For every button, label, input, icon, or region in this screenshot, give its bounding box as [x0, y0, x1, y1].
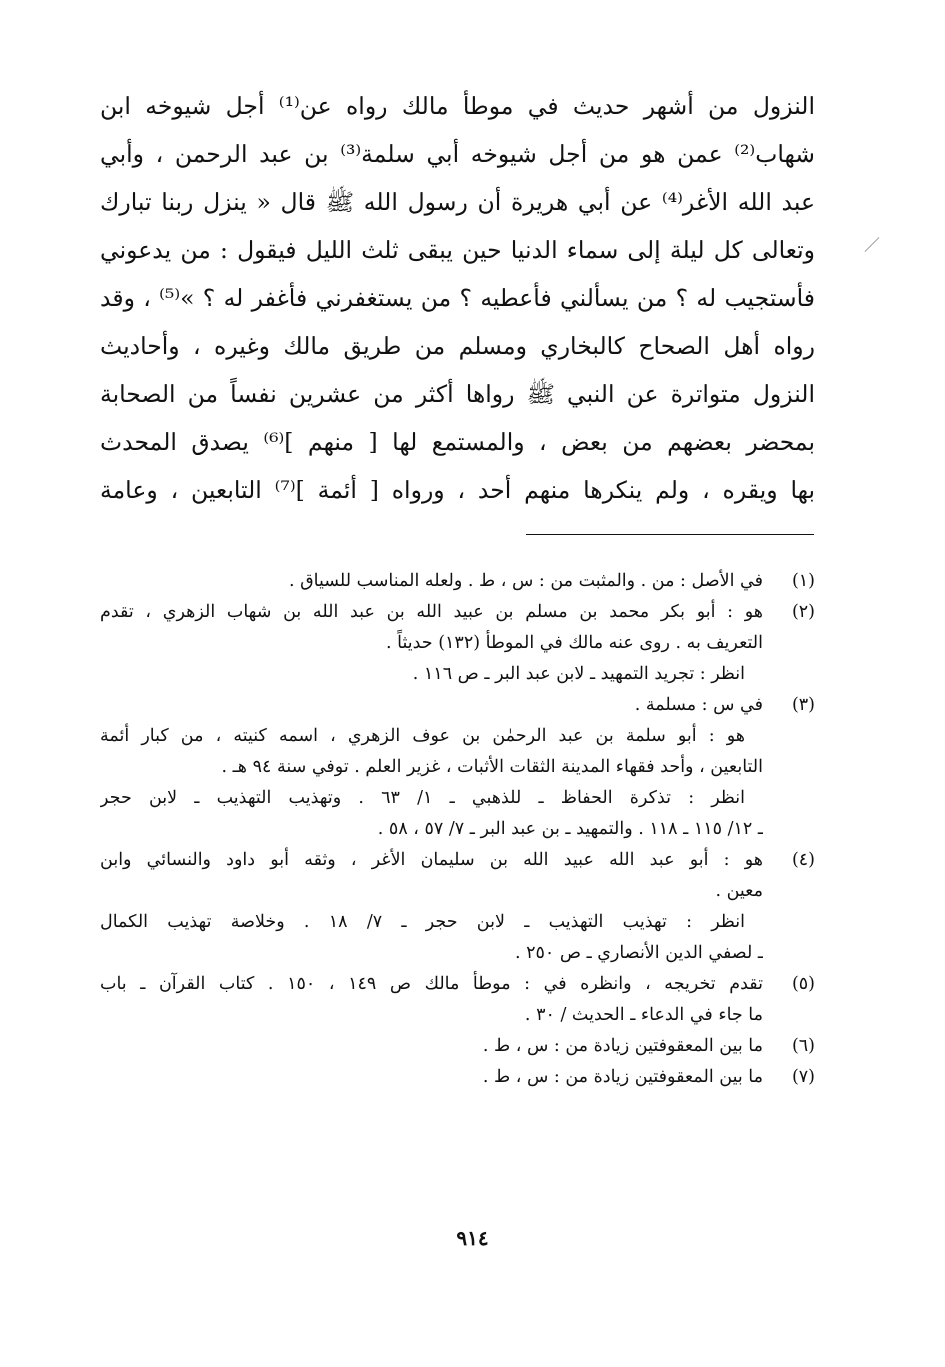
footnote-text: انظر : تجريد التمهيد ـ لابن عبد البر ـ ص ١١٦ .	[412, 664, 745, 684]
footnote-row	[100, 1031, 815, 1062]
footnote-text: معين .	[715, 881, 763, 901]
body-line: عبد الله الأغر⁽⁴⁾ عن أبي هريرة أن رسول الله ﷺ قال « ينزل ربنا تبارك	[100, 188, 815, 216]
body-line: فأستجيب له ؟ من يسألني فأعطيه ؟ من يستغفرني فأغفر له ؟ »⁽⁵⁾ ، وقد	[100, 284, 815, 312]
footnote-text: هو : أبو عبد الله عبيد الله بن سليمان الأغر ، وثقه أبو داود والنسائي وابن	[100, 850, 763, 870]
body-line: رواه أهل الصحاح كالبخاري ومسلم من طريق مالك وغيره ، وأحاديث	[100, 332, 815, 360]
footnote-row	[100, 938, 815, 969]
footnote-row	[100, 1000, 815, 1031]
footnote-text: ما بين المعقوفتين زيادة من : س ، ط .	[482, 1036, 763, 1056]
footnote-text: ـ لصفي الدين الأنصاري ـ ص ٢٥٠ .	[514, 943, 763, 963]
footnote-text: ما جاء في الدعاء ـ الحديث / ٣٠ .	[524, 1005, 763, 1025]
footnote-text: في س : مسلمة .	[634, 695, 763, 715]
footnote-number: (٦)	[791, 1036, 815, 1056]
margin-mark	[865, 237, 880, 252]
footnote-text: هو : أبو سلمة بن عبد الرحمٰن بن عوف الزهري ، اسمه كنيته ، من كبار أئمة	[100, 726, 745, 746]
footnote-number: (١)	[791, 571, 815, 591]
footnote-text: التابعين ، وأحد فقهاء المدينة الثقات الأثبات ، غزير العلم . توفي سنة ٩٤ هـ .	[221, 757, 763, 777]
body-line: النزول من أشهر حديث في موطأ مالك رواه عن⁽¹⁾ أجل شيوخه ابن	[100, 92, 815, 120]
footnote-text: هو : أبو بكر محمد بن مسلم بن عبيد الله بن عبد الله بن شهاب الزهري ، تقدم	[100, 602, 763, 622]
footnote-row	[100, 690, 815, 721]
footnote-row	[100, 876, 815, 907]
footnote-separator	[526, 534, 814, 535]
footnote-text: ما بين المعقوفتين زيادة من : س ، ط .	[482, 1067, 763, 1087]
body-line: وتعالى كل ليلة إلى سماء الدنيا حين يبقى ثلث الليل فيقول : من يدعوني	[100, 236, 815, 264]
footnote-text: ـ ١٢/ ١١٥ ـ ١١٨ . والتمهيد ـ بن عبد البر ـ ٧/ ٥٧ ، ٥٨ .	[377, 819, 763, 839]
footnote-row	[100, 752, 815, 783]
footnote-row	[100, 1062, 815, 1093]
body-line: شهاب⁽²⁾ عمن هو من أجل شيوخه أبي سلمة⁽³⁾ بن عبد الرحمن ، وأبي	[100, 140, 815, 168]
footnote-text: التعريف به . روى عنه مالك في الموطأ (١٣٢) حديثاً .	[386, 633, 763, 653]
footnote-text: تقدم تخريجه ، وانظره في : موطأ مالك ص ١٤٩ ، ١٥٠ . كتاب القرآن ـ باب	[100, 974, 763, 994]
footnote-row	[100, 783, 815, 814]
footnote-row	[100, 907, 815, 938]
footnote-row	[100, 969, 815, 1000]
footnote-row	[100, 628, 815, 659]
footnote-row	[100, 814, 815, 845]
footnote-row	[100, 566, 815, 597]
page-number: ٩١٤	[456, 1226, 489, 1250]
footnote-row	[100, 659, 815, 690]
footnote-number: (٥)	[791, 974, 815, 994]
footnote-row	[100, 597, 815, 628]
footnote-row	[100, 845, 815, 876]
footnote-number: (٧)	[791, 1067, 815, 1087]
body-line: بمحضر بعضهم من بعض ، والمستمع لها [ منهم ]⁽⁶⁾ يصدق المحدث	[100, 428, 815, 456]
footnote-text: في الأصل : من . والمثبت من : س ، ط . ولعله المناسب للسياق .	[288, 571, 763, 591]
body-line: النزول متواترة عن النبي ﷺ رواها أكثر من عشرين نفساً من الصحابة	[100, 380, 815, 408]
footnote-text: انظر : تذكرة الحفاظ ـ للذهبي ـ ١/ ٦٣ . وتهذيب التهذيب ـ لابن حجر	[100, 788, 745, 808]
body-line: بها ويقره ، ولم ينكرها منهم أحد ، ورواه [ أئمة ]⁽⁷⁾ التابعين ، وعامة	[100, 476, 815, 504]
footnote-number: (٤)	[791, 850, 815, 870]
footnote-row	[100, 721, 815, 752]
footnote-text: انظر : تهذيب التهذيب ـ لابن حجر ـ ٧/ ١٨ . وخلاصة تهذيب الكمال	[100, 912, 745, 932]
footnote-number: (٣)	[791, 695, 815, 715]
main-body-text	[100, 82, 815, 514]
footnote-number: (٢)	[791, 602, 815, 622]
footnotes-section	[100, 566, 815, 1093]
